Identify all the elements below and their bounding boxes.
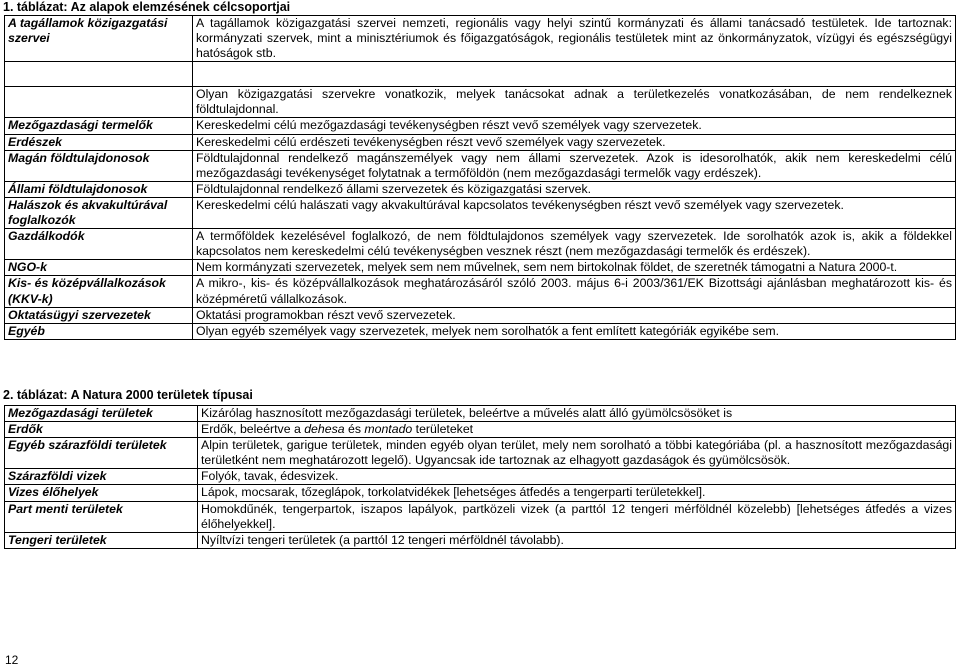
- row-key: Mezőgazdasági területek: [5, 406, 198, 422]
- table-row: [5, 134, 956, 150]
- row-key: A tagállamok közigazgatási szervei: [5, 16, 193, 62]
- row-value: Földtulajdonnal rendelkező magánszemélyek vagy nem állami szervezetek. Azok is idesorolhatók, akik nem kereskedelmi célú mezőgazdasági tevékenységet folytatnak a termőföldön (nem mezőgazdasági termelők vagy erdészek).: [193, 150, 956, 181]
- row-value: Oktatási programokban részt vevő szervezetek.: [193, 307, 956, 323]
- table-row: [5, 16, 956, 62]
- table-row: [5, 323, 956, 339]
- table-row: [5, 118, 956, 134]
- target-groups-table: [4, 15, 956, 340]
- row-key: Oktatásügyi szervezetek: [5, 307, 193, 323]
- row-key: Erdők: [5, 422, 198, 438]
- row-key: Part menti területek: [5, 501, 198, 532]
- row-value: Kizárólag hasznosított mezőgazdasági területek, beleértve a művelés alatt álló gyümölcsösöket is: [198, 406, 956, 422]
- row-key: Halászok és akvakultúrával foglalkozók: [5, 197, 193, 228]
- row-value: Alpin területek, garigue területek, minden egyéb olyan terület, mely nem sorolható a többi kategóriába (pl. a hasznosított mezőgazdasági területként nem meghatározott legelő). Ugyancsak ide tartoznak az elhagyott gazdaságok és gyümölcsösök.: [198, 438, 956, 469]
- table-row-spacer: [5, 62, 956, 87]
- row-value: Nyíltvízi tengeri területek (a parttól 12 tengeri mérföldnél távolabb).: [198, 532, 956, 548]
- row-value: A mikro-, kis- és középvállalkozások meghatározásáról szóló 2003. május 6-i 2003/361/EK Bizottsági ajánlásban meghatározott kis- és középméretű vállalkozások.: [193, 276, 956, 307]
- table-row: [5, 501, 956, 532]
- row-value: Homokdűnék, tengerpartok, iszapos lapályok, partközeli vizek (a parttól 12 tengeri mérföldnél közelebb) [lehetséges átfedés a vizes élőhelyekkel].: [198, 501, 956, 532]
- row-key: Egyéb szárazföldi területek: [5, 438, 198, 469]
- row-value-part: Erdők, beleértve a: [201, 422, 305, 437]
- table-row: [5, 422, 956, 438]
- table-row: [5, 307, 956, 323]
- row-value: A tagállamok közigazgatási szervei nemzeti, regionális vagy helyi szintű kormányzati és állami tanácsadó testületek. Ide tartoznak: kormányzati szervek, mint a minisztériumok és főigazgatóságok, regionális testületek mint az önkormányzatok, vízügyi és egészségügyi hatóságok stb.: [193, 16, 956, 62]
- row-value: Kereskedelmi célú mezőgazdasági tevékenységben részt vevő személyek vagy szervezetek.: [193, 118, 956, 134]
- row-value-emphasis: dehesa: [304, 422, 345, 437]
- table-row: [5, 260, 956, 276]
- row-value: A termőföldek kezelésével foglalkozó, de nem földtulajdonos személyek vagy szervezetek. Ide sorolhatók azok is, akik a földekkel kapcsolatos nem kereskedelmi célú tevékenységben vesznek részt (nem mezőgazdasági termelők és erdészek).: [193, 229, 956, 260]
- row-key: Erdészek: [5, 134, 193, 150]
- row-key: Mezőgazdasági termelők: [5, 118, 193, 134]
- row-key: Gazdálkodók: [5, 229, 193, 260]
- row-value: Folyók, tavak, édesvizek.: [198, 469, 956, 485]
- row-value-emphasis: montado: [364, 422, 413, 437]
- table-row: [5, 229, 956, 260]
- row-key: Vizes élőhelyek: [5, 485, 198, 501]
- row-key: [5, 87, 193, 118]
- natura-site-types-table: [4, 405, 956, 549]
- row-key: Magán földtulajdonosok: [5, 150, 193, 181]
- table2-title: 2. táblázat: A Natura 2000 területek típusai: [3, 388, 253, 402]
- table-row: [5, 87, 956, 118]
- table-row: [5, 532, 956, 548]
- row-value: Olyan közigazgatási szervekre vonatkozik, melyek tanácsokat adnak a területkezelés vonatkozásában, de nem rendelkeznek földtulajdonnal.: [193, 87, 956, 118]
- table-row: [5, 181, 956, 197]
- row-value: Lápok, mocsarak, tőzeglápok, torkolatvidékek [lehetséges átfedés a tengerparti területekkel].: [198, 485, 956, 501]
- row-value-part: és: [344, 422, 365, 437]
- table-row: [5, 406, 956, 422]
- row-value: Kereskedelmi célú halászati vagy akvakultúrával kapcsolatos tevékenységben részt vevő személyek vagy szervezetek.: [193, 197, 956, 228]
- row-value: Földtulajdonnal rendelkező állami szervezetek és közigazgatási szervek.: [193, 181, 956, 197]
- row-key: Szárazföldi vizek: [5, 469, 198, 485]
- table-row: [5, 276, 956, 307]
- table-row: [5, 150, 956, 181]
- row-value-part: területeket: [412, 422, 474, 437]
- row-key: NGO-k: [5, 260, 193, 276]
- table1-title: 1. táblázat: Az alapok elemzésének célcsoportjai: [3, 0, 291, 14]
- row-value: Olyan egyéb személyek vagy szervezetek, melyek nem sorolhatók a fent említett kategóriák egyikébe sem.: [193, 323, 956, 339]
- table-row: [5, 485, 956, 501]
- row-value: [198, 422, 956, 438]
- row-key: Egyéb: [5, 323, 193, 339]
- table-row: [5, 469, 956, 485]
- row-key: Tengeri területek: [5, 532, 198, 548]
- row-value: Kereskedelmi célú erdészeti tevékenységben részt vevő személyek vagy szervezetek.: [193, 134, 956, 150]
- page-number: 12: [5, 653, 19, 667]
- row-key: Állami földtulajdonosok: [5, 181, 193, 197]
- table-row: [5, 197, 956, 228]
- table-row: [5, 438, 956, 469]
- row-key: Kis- és középvállalkozások (KKV-k): [5, 276, 193, 307]
- row-value: Nem kormányzati szervezetek, melyek sem nem művelnek, sem nem birtokolnak földet, de szeretnék támogatni a Natura 2000-t.: [193, 260, 956, 276]
